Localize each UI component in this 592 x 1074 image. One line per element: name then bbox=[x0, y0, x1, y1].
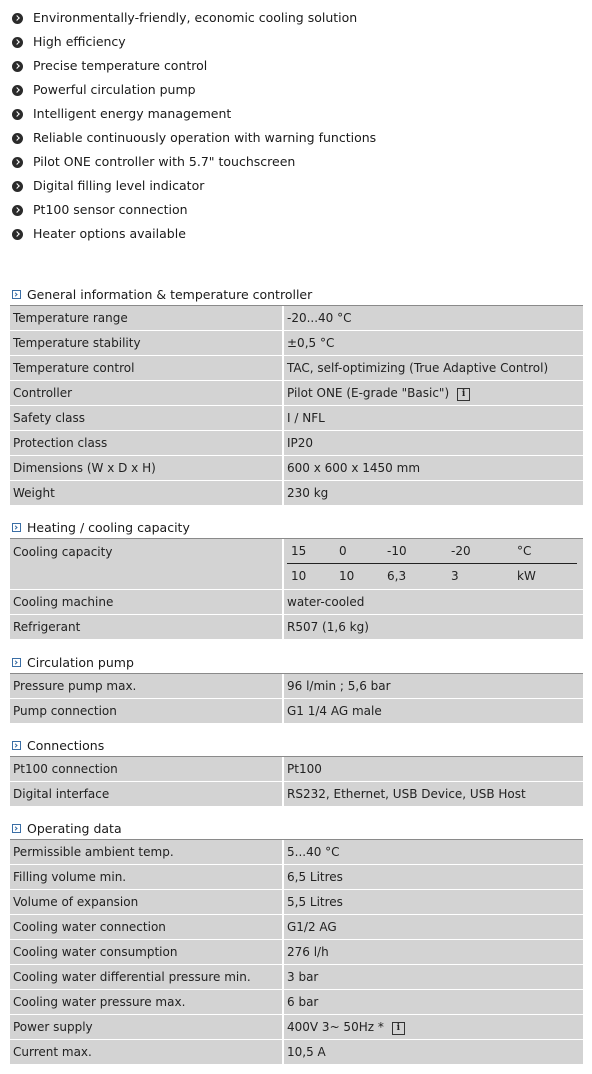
table-row: Filling volume min. 6,5 Litres bbox=[10, 865, 583, 890]
table-row: Power supply 400V 3~ 50Hz * i bbox=[10, 1015, 583, 1040]
arrow-bullet-icon bbox=[12, 109, 23, 120]
table-row: Cooling water consumption 276 l/h bbox=[10, 940, 583, 965]
arrow-bullet-icon bbox=[12, 229, 23, 240]
arrow-bullet-icon bbox=[12, 13, 23, 24]
arrow-bullet-icon bbox=[12, 85, 23, 96]
info-icon[interactable]: i bbox=[392, 1022, 405, 1035]
table-row: Weight 230 kg bbox=[10, 481, 583, 506]
arrow-bullet-icon bbox=[12, 181, 23, 192]
table-row: Dimensions (W x D x H) 600 x 600 x 1450 mm bbox=[10, 456, 583, 481]
table-row: Cooling machine water-cooled bbox=[10, 590, 583, 615]
operating-table bbox=[10, 840, 583, 1065]
table-row: Controller Pilot ONE (E-grade "Basic") i bbox=[10, 381, 583, 406]
table-row: Temperature range -20...40 °C bbox=[10, 306, 583, 331]
table-row: Temperature control TAC, self-optimizing (True Adaptive Control) bbox=[10, 356, 583, 381]
section-arrow-icon[interactable] bbox=[12, 658, 21, 667]
section-arrow-icon[interactable] bbox=[12, 824, 21, 833]
feature-item: High efficiency bbox=[12, 32, 592, 56]
cooling-capacity-grid bbox=[287, 539, 580, 589]
arrow-bullet-icon bbox=[12, 157, 23, 168]
table-row: Pressure pump max. 96 l/min ; 5,6 bar bbox=[10, 674, 583, 699]
arrow-bullet-icon bbox=[12, 37, 23, 48]
section-header[interactable]: General information & temperature controller bbox=[10, 285, 583, 306]
feature-item: Powerful circulation pump bbox=[12, 80, 592, 104]
table-row: Cooling water connection G1/2 AG bbox=[10, 915, 583, 940]
table-row: Volume of expansion 5,5 Litres bbox=[10, 890, 583, 915]
operating-section bbox=[10, 819, 583, 1065]
table-row: Digital interface RS232, Ethernet, USB Device, USB Host bbox=[10, 782, 583, 807]
table-row: Safety class I / NFL bbox=[10, 406, 583, 431]
table-row: Permissible ambient temp. 5...40 °C bbox=[10, 840, 583, 865]
info-icon[interactable]: i bbox=[457, 388, 470, 401]
section-arrow-icon[interactable] bbox=[12, 741, 21, 750]
arrow-bullet-icon bbox=[12, 205, 23, 216]
table-row: Cooling capacity 15 0 -10 -20 °C 10 10 6,3 3 kW bbox=[10, 539, 583, 590]
section-header[interactable]: Connections bbox=[10, 736, 583, 757]
arrow-bullet-icon bbox=[12, 61, 23, 72]
connections-table bbox=[10, 757, 583, 807]
section-header[interactable]: Heating / cooling capacity bbox=[10, 518, 583, 539]
table-row: Temperature stability ±0,5 °C bbox=[10, 331, 583, 356]
table-row: Protection class IP20 bbox=[10, 431, 583, 456]
feature-item: Pilot ONE controller with 5.7" touchscreen bbox=[12, 152, 592, 176]
table-row: Current max. 10,5 A bbox=[10, 1040, 583, 1065]
section-header[interactable]: Circulation pump bbox=[10, 653, 583, 674]
feature-item: Reliable continuously operation with warning functions bbox=[12, 128, 592, 152]
feature-list bbox=[0, 0, 592, 248]
heating-section bbox=[10, 518, 583, 640]
connections-section bbox=[10, 736, 583, 807]
feature-item: Digital filling level indicator bbox=[12, 176, 592, 200]
pump-table bbox=[10, 674, 583, 724]
pump-section bbox=[10, 653, 583, 724]
section-header[interactable]: Operating data bbox=[10, 819, 583, 840]
table-row: Cooling water differential pressure min. 3 bar bbox=[10, 965, 583, 990]
general-table bbox=[10, 306, 583, 506]
capacity-row: 10 10 6,3 3 kW bbox=[291, 569, 536, 583]
feature-item: Precise temperature control bbox=[12, 56, 592, 80]
general-section bbox=[10, 285, 583, 506]
feature-item: Heater options available bbox=[12, 224, 592, 248]
feature-item: Pt100 sensor connection bbox=[12, 200, 592, 224]
table-row: Pump connection G1 1/4 AG male bbox=[10, 699, 583, 724]
temperature-row: 15 0 -10 -20 °C bbox=[287, 539, 577, 564]
heating-table bbox=[10, 539, 583, 640]
table-row: Pt100 connection Pt100 bbox=[10, 757, 583, 782]
feature-item: Intelligent energy management bbox=[12, 104, 592, 128]
table-row: Cooling water pressure max. 6 bar bbox=[10, 990, 583, 1015]
section-arrow-icon[interactable] bbox=[12, 290, 21, 299]
section-arrow-icon[interactable] bbox=[12, 523, 21, 532]
arrow-bullet-icon bbox=[12, 133, 23, 144]
feature-item: Environmentally-friendly, economic cooling solution bbox=[12, 8, 592, 32]
table-row: Refrigerant R507 (1,6 kg) bbox=[10, 615, 583, 640]
